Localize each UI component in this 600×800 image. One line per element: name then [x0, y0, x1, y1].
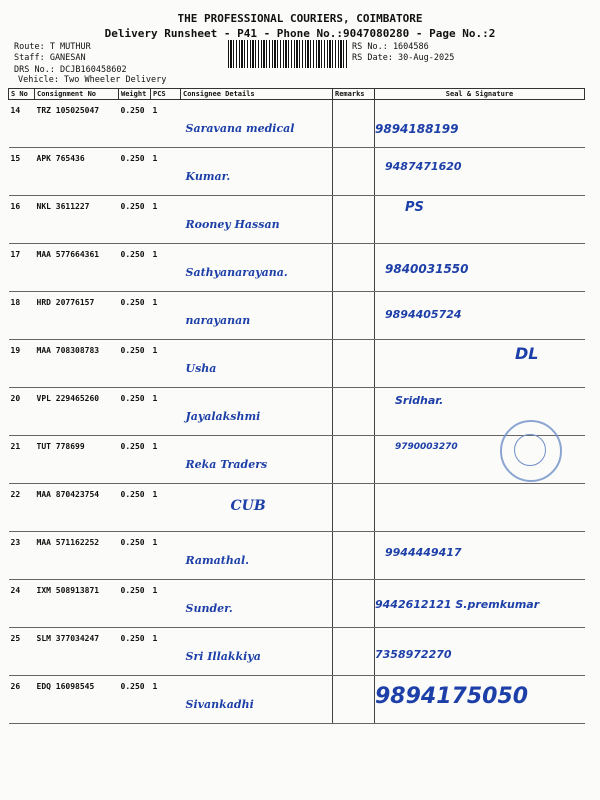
- col-consignee: Consignee Details: [181, 89, 333, 100]
- consignee-handwriting: Sathyanarayana.: [185, 266, 288, 279]
- col-pcs: PCS: [151, 89, 181, 100]
- row-consignment-no: HRD 20776157: [35, 292, 119, 340]
- row-sno: 22: [9, 484, 35, 532]
- table-row: [9, 244, 585, 292]
- consignee-handwriting: Reka Traders: [185, 458, 268, 471]
- row-pcs: 1: [151, 436, 181, 484]
- row-consignment-no: MAA 870423754: [35, 484, 119, 532]
- row-pcs: 1: [151, 196, 181, 244]
- row-signature-cell: [375, 628, 585, 676]
- table-row: [9, 580, 585, 628]
- row-consignment-no: TRZ 105025047: [35, 100, 119, 148]
- row-sno: 26: [9, 676, 35, 724]
- row-consignee-cell: [181, 580, 333, 628]
- runsheet-subtitle: Delivery Runsheet - P41 - Phone No.:9047080280 - Page No.:2: [104, 27, 496, 40]
- row-weight: 0.250: [119, 196, 151, 244]
- row-consignee-cell: [181, 436, 333, 484]
- row-consignment-no: SLM 377034247: [35, 628, 119, 676]
- table-row: [9, 436, 585, 484]
- row-sno: 24: [9, 580, 35, 628]
- row-pcs: 1: [151, 532, 181, 580]
- row-consignee-cell: [181, 340, 333, 388]
- runsheet-table: [8, 88, 585, 724]
- row-signature-cell: [375, 100, 585, 148]
- company-title: THE PROFESSIONAL COURIERS, COIMBATORE: [177, 12, 423, 25]
- signature-handwriting: 9487471620: [385, 160, 462, 173]
- row-remarks-cell: [333, 340, 375, 388]
- row-consignee-cell: [181, 148, 333, 196]
- col-weight: Weight: [119, 89, 151, 100]
- table-row: [9, 628, 585, 676]
- table-row: [9, 676, 585, 724]
- table-row: [9, 532, 585, 580]
- row-pcs: 1: [151, 340, 181, 388]
- row-consignee-cell: [181, 292, 333, 340]
- rs-number: RS No.: 1604586: [352, 42, 429, 52]
- consignee-handwriting: Jayalakshmi: [185, 410, 261, 423]
- row-pcs: 1: [151, 388, 181, 436]
- signature-handwriting: 9442612121 S.premkumar: [375, 598, 540, 611]
- row-remarks-cell: [333, 532, 375, 580]
- consignee-handwriting: Rooney Hassan: [185, 218, 280, 231]
- row-weight: 0.250: [119, 244, 151, 292]
- consignee-handwriting: Sri Illakkiya: [185, 650, 261, 663]
- row-signature-cell: [375, 292, 585, 340]
- row-consignment-no: MAA 708308783: [35, 340, 119, 388]
- row-consignee-cell: [181, 628, 333, 676]
- row-signature-cell: [375, 676, 585, 724]
- signature-handwriting: 9894405724: [385, 308, 462, 321]
- row-consignee-cell: [181, 244, 333, 292]
- row-consignment-no: APK 765436: [35, 148, 119, 196]
- row-weight: 0.250: [119, 100, 151, 148]
- row-remarks-cell: [333, 388, 375, 436]
- row-signature-cell: [375, 484, 585, 532]
- consignee-handwriting: Saravana medical: [185, 122, 295, 135]
- row-sno: 17: [9, 244, 35, 292]
- row-remarks-cell: [333, 196, 375, 244]
- table-row: [9, 388, 585, 436]
- row-signature-cell: [375, 532, 585, 580]
- signature-handwriting: Sridhar.: [395, 394, 444, 407]
- row-sno: 14: [9, 100, 35, 148]
- row-weight: 0.250: [119, 292, 151, 340]
- row-consignment-no: EDQ 16098545: [35, 676, 119, 724]
- row-consignee-cell: [181, 196, 333, 244]
- row-pcs: 1: [151, 676, 181, 724]
- col-remarks: Remarks: [333, 89, 375, 100]
- row-pcs: 1: [151, 484, 181, 532]
- row-remarks-cell: [333, 628, 375, 676]
- col-consignment: Consignment No: [35, 89, 119, 100]
- drs-label: DRS No.: DCJB160458602: [14, 65, 127, 75]
- vehicle-label: Vehicle: Two Wheeler Delivery: [18, 75, 167, 85]
- staff-label: Staff: GANESAN: [14, 53, 86, 63]
- table-row: [9, 148, 585, 196]
- row-weight: 0.250: [119, 484, 151, 532]
- row-sno: 18: [9, 292, 35, 340]
- row-consignment-no: VPL 229465260: [35, 388, 119, 436]
- row-remarks-cell: [333, 244, 375, 292]
- row-weight: 0.250: [119, 388, 151, 436]
- seal-stamp-inner: [514, 434, 546, 466]
- table-row: [9, 484, 585, 532]
- consignee-handwriting: CUB: [230, 498, 266, 514]
- row-pcs: 1: [151, 100, 181, 148]
- row-sno: 20: [9, 388, 35, 436]
- signature-handwriting: 9840031550: [385, 262, 469, 276]
- row-signature-cell: [375, 340, 585, 388]
- consignee-handwriting: narayanan: [185, 314, 251, 327]
- row-consignee-cell: [181, 532, 333, 580]
- row-sno: 25: [9, 628, 35, 676]
- row-weight: 0.250: [119, 436, 151, 484]
- signature-handwriting: PS: [405, 200, 424, 215]
- row-consignee-cell: [181, 388, 333, 436]
- col-sno: S No: [9, 89, 35, 100]
- row-consignee-cell: [181, 100, 333, 148]
- row-weight: 0.250: [119, 580, 151, 628]
- row-signature-cell: [375, 148, 585, 196]
- row-sno: 23: [9, 532, 35, 580]
- row-consignment-no: MAA 577664361: [35, 244, 119, 292]
- signature-handwriting: 9894188199: [375, 122, 459, 136]
- row-remarks-cell: [333, 484, 375, 532]
- row-pcs: 1: [151, 244, 181, 292]
- consignee-handwriting: Kumar.: [185, 170, 231, 183]
- table-header: [9, 89, 585, 100]
- row-consignment-no: TUT 778699: [35, 436, 119, 484]
- row-consignee-cell: [181, 484, 333, 532]
- row-pcs: 1: [151, 628, 181, 676]
- row-sno: 15: [9, 148, 35, 196]
- row-weight: 0.250: [119, 676, 151, 724]
- row-remarks-cell: [333, 580, 375, 628]
- row-signature-cell: [375, 196, 585, 244]
- signature-handwriting: 7358972270: [375, 648, 452, 661]
- signature-handwriting: DL: [515, 344, 539, 363]
- row-sno: 21: [9, 436, 35, 484]
- barcode: [228, 40, 348, 68]
- row-consignment-no: NKL 3611227: [35, 196, 119, 244]
- row-weight: 0.250: [119, 148, 151, 196]
- row-weight: 0.250: [119, 340, 151, 388]
- row-pcs: 1: [151, 148, 181, 196]
- route-label: Route: T MUTHUR: [14, 42, 91, 52]
- row-remarks-cell: [333, 148, 375, 196]
- row-remarks-cell: [333, 436, 375, 484]
- row-sno: 16: [9, 196, 35, 244]
- row-consignment-no: IXM 508913871: [35, 580, 119, 628]
- table-row: [9, 340, 585, 388]
- row-signature-cell: [375, 580, 585, 628]
- row-sno: 19: [9, 340, 35, 388]
- signature-handwriting: 9894175050: [375, 684, 529, 709]
- row-remarks-cell: [333, 100, 375, 148]
- consignee-handwriting: Sivankadhi: [185, 698, 254, 711]
- signature-handwriting: 9944449417: [385, 546, 462, 559]
- row-consignment-no: MAA 571162252: [35, 532, 119, 580]
- row-pcs: 1: [151, 292, 181, 340]
- row-weight: 0.250: [119, 628, 151, 676]
- table-row: [9, 100, 585, 148]
- rs-date: RS Date: 30-Aug-2025: [352, 53, 455, 63]
- table-row: [9, 196, 585, 244]
- row-remarks-cell: [333, 676, 375, 724]
- consignee-handwriting: Ramathal.: [185, 554, 250, 567]
- consignee-handwriting: Usha: [185, 362, 217, 375]
- row-weight: 0.250: [119, 532, 151, 580]
- row-remarks-cell: [333, 292, 375, 340]
- col-signature: Seal & Signature: [375, 89, 585, 100]
- table-row: [9, 292, 585, 340]
- row-pcs: 1: [151, 580, 181, 628]
- row-signature-cell: [375, 244, 585, 292]
- consignee-handwriting: Sunder.: [185, 602, 233, 615]
- signature-handwriting: 9790003270: [395, 442, 458, 452]
- row-consignee-cell: [181, 676, 333, 724]
